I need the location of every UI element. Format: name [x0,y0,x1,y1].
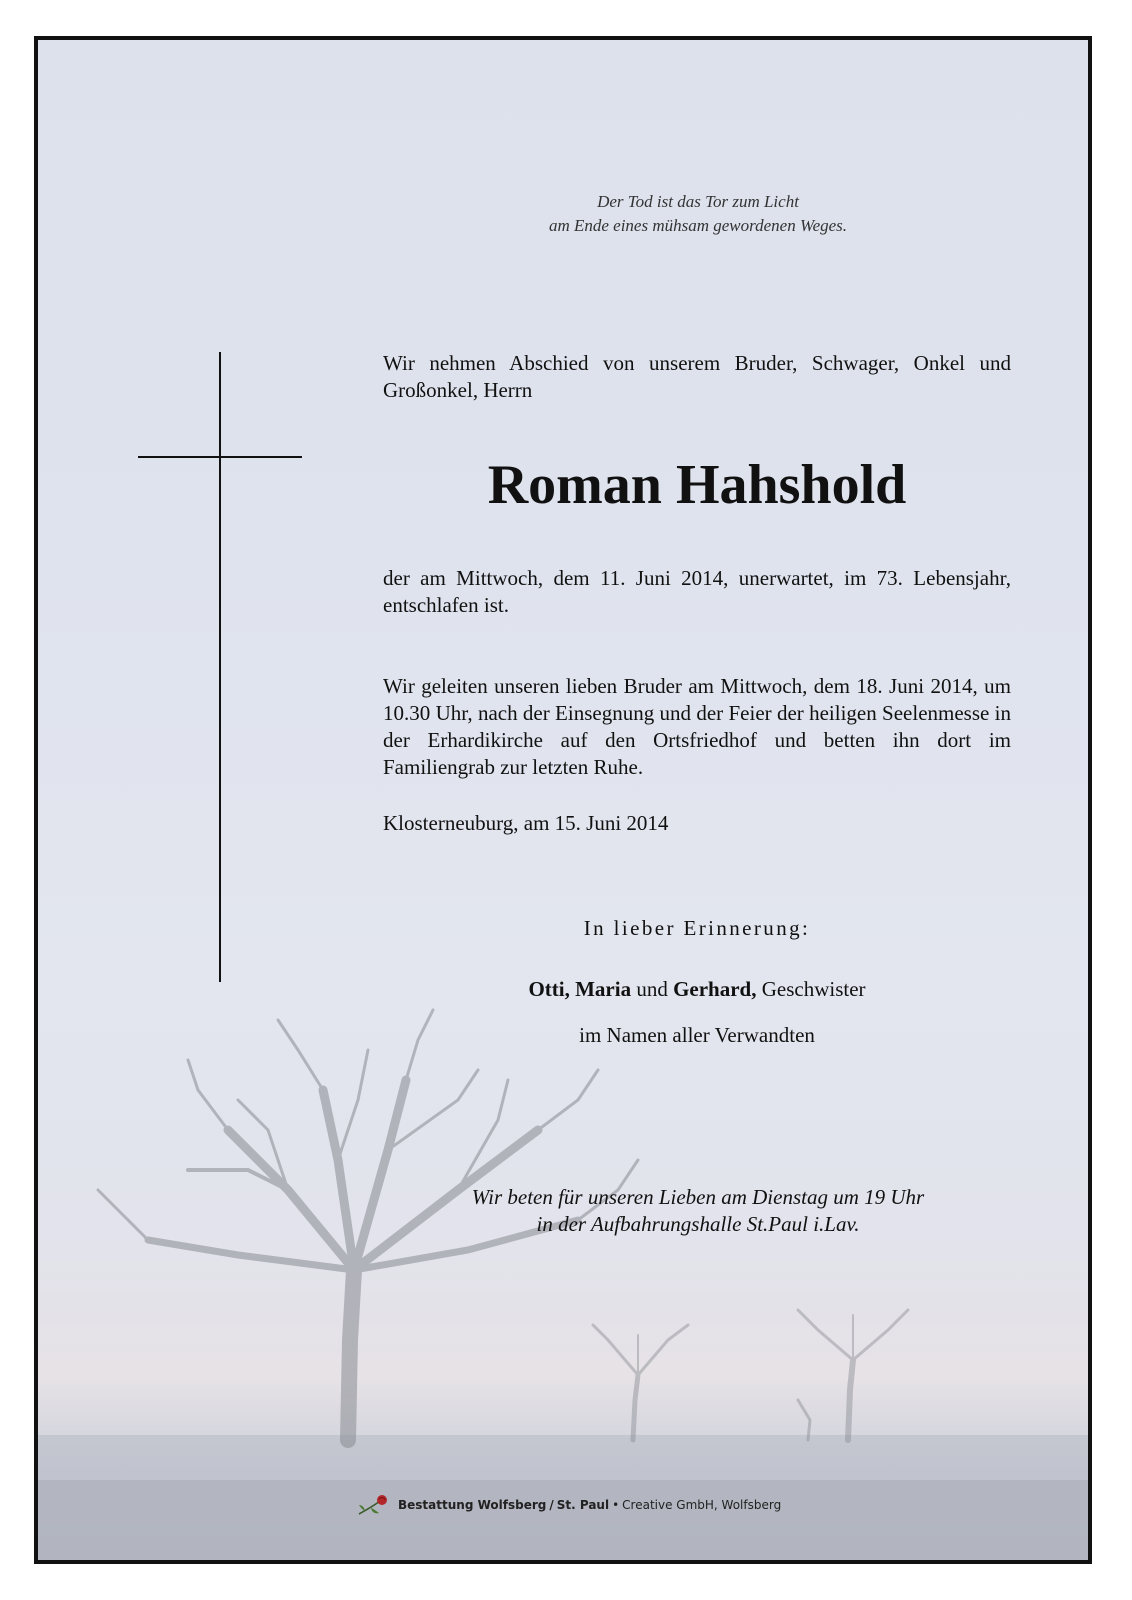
cross-icon [219,352,221,982]
deceased-name: Roman Hahshold [487,454,907,516]
intro-paragraph: Wir nehmen Abschied von unserem Bruder, Schwager, Onkel und Großonkel, Herrn [383,351,1011,402]
footer-branch: St. Paul [556,1498,610,1512]
funeral-notice: Wir geleiten unseren lieben Bruder am Mittwoch, dem 18. Juni 2014, um 10.30 Uhr, nach der Einsegnung und der Feier der heiligen Seelenmesse in der Erhardikirche auf den Ortsfriedhof und betten ihn dort im Familiengrab zur letzten Ruhe. [383,674,1011,779]
mourners-relation: Geschwister [761,977,866,1001]
place-and-date: Klosterneuburg, am 15. Juni 2014 [383,811,669,835]
memory-heading: In lieber Erinnerung: [583,916,811,940]
tree-silhouette-background [38,40,1088,1560]
cross-icon-bar [138,456,302,458]
footer-creative: Creative GmbH, Wolfsberg [622,1498,782,1512]
relatives-line: im Namen aller Verwandten [579,1023,815,1047]
footer-bullet: • [612,1498,620,1512]
footer-company: Bestattung Wolfsberg [398,1498,547,1512]
wake-line-1: Wir beten für unseren Lieben am Dienstag um 19 Uhr [471,1185,925,1209]
footer-separator: / [549,1498,554,1512]
rose-icon [356,1492,392,1518]
mourners-conjunction: und [636,977,668,1001]
motto-line-2: am Ende eines mühsam gewordenen Weges. [548,216,848,235]
wake-line-2: in der Aufbahrungshalle St.Paul i.Lav. [536,1212,860,1236]
obituary-frame [34,36,1092,1564]
mourners-line [383,976,1011,1003]
mourner-name: Maria [575,977,632,1001]
mourner-name: Gerhard, [673,977,757,1001]
wake-notice [428,1184,968,1238]
mourner-name: Otti, [528,977,570,1001]
funeral-home-footer [356,1491,781,1519]
death-notice: der am Mittwoch, dem 11. Juni 2014, unerwartet, im 73. Lebensjahr, entschlafen ist. [383,566,1011,617]
motto-line-1: Der Tod ist das Tor zum Licht [597,192,799,211]
motto-quote [478,190,918,238]
